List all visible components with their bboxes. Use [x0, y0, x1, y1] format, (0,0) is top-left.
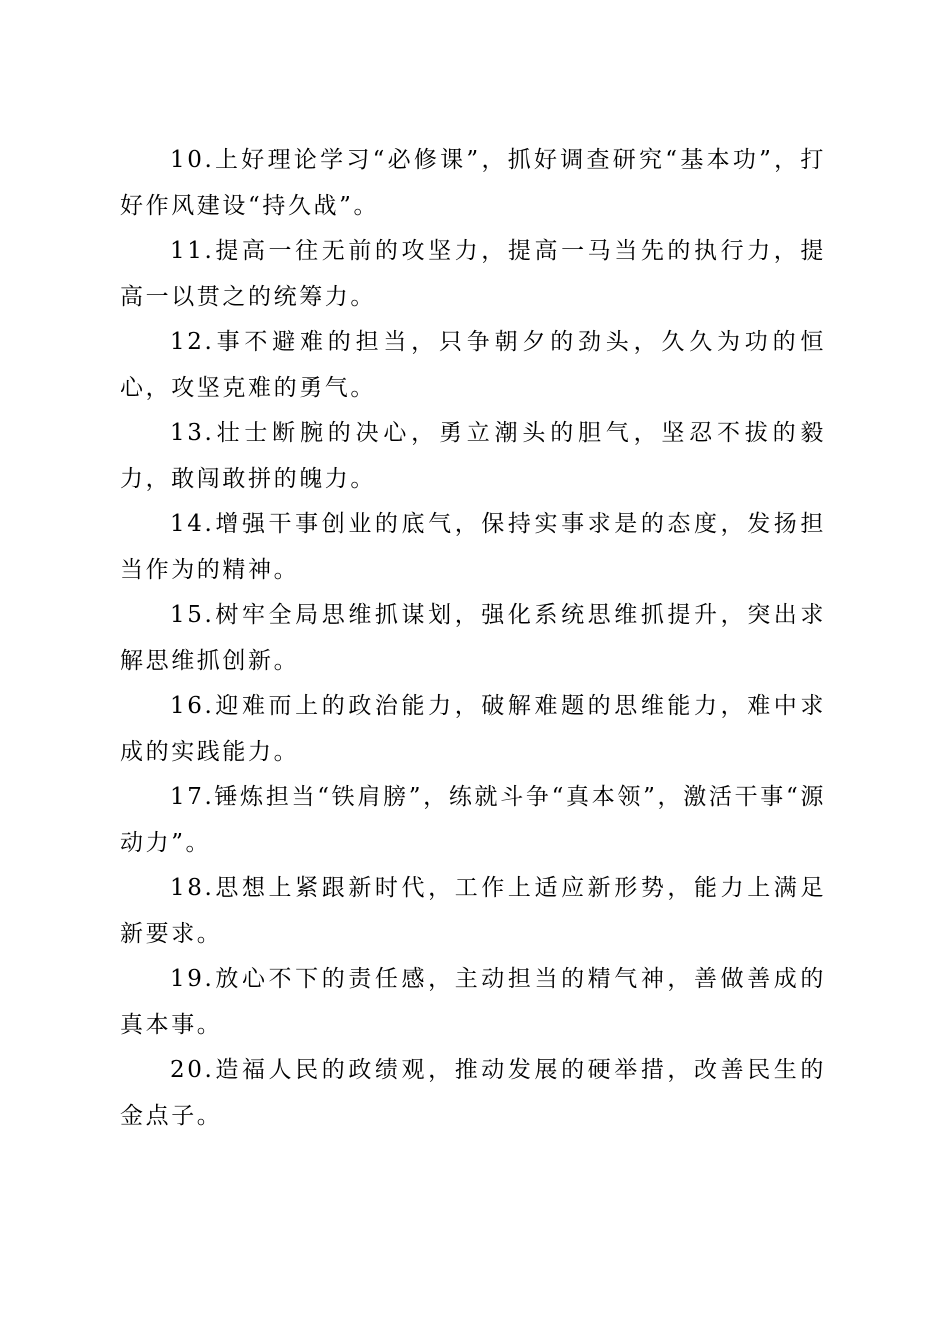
paragraph-17: 17.锤炼担当“铁肩膀”，练就斗争“真本领”，激活干事“源动力”。 — [120, 784, 826, 856]
paragraph-15: 15.树牢全局思维抓谋划，强化系统思维抓提升，突出求解思维抓创新。 — [120, 602, 826, 674]
paragraph-18: 18.思想上紧跟新时代，工作上适应新形势，能力上满足新要求。 — [120, 875, 826, 947]
paragraph-11: 11.提高一往无前的攻坚力，提高一马当先的执行力，提高一以贯之的统筹力。 — [120, 238, 826, 310]
paragraph-19: 19.放心不下的责任感，主动担当的精气神，善做善成的真本事。 — [120, 966, 826, 1038]
paragraph-14: 14.增强干事创业的底气，保持实事求是的态度，发扬担当作为的精神。 — [120, 511, 826, 583]
paragraph-13: 13.壮士断腕的决心，勇立潮头的胆气，坚忍不拔的毅力，敢闯敢拼的魄力。 — [120, 420, 826, 492]
paragraph-20: 20.造福人民的政绩观，推动发展的硬举措，改善民生的金点子。 — [120, 1057, 826, 1129]
paragraph-12: 12.事不避难的担当，只争朝夕的劲头，久久为功的恒心，攻坚克难的勇气。 — [120, 329, 826, 401]
document-body — [120, 138, 826, 1139]
paragraph-10: 10.上好理论学习“必修课”，抓好调查研究“基本功”，打好作风建设“持久战”。 — [120, 147, 826, 219]
paragraph-16: 16.迎难而上的政治能力，破解难题的思维能力，难中求成的实践能力。 — [120, 693, 826, 765]
